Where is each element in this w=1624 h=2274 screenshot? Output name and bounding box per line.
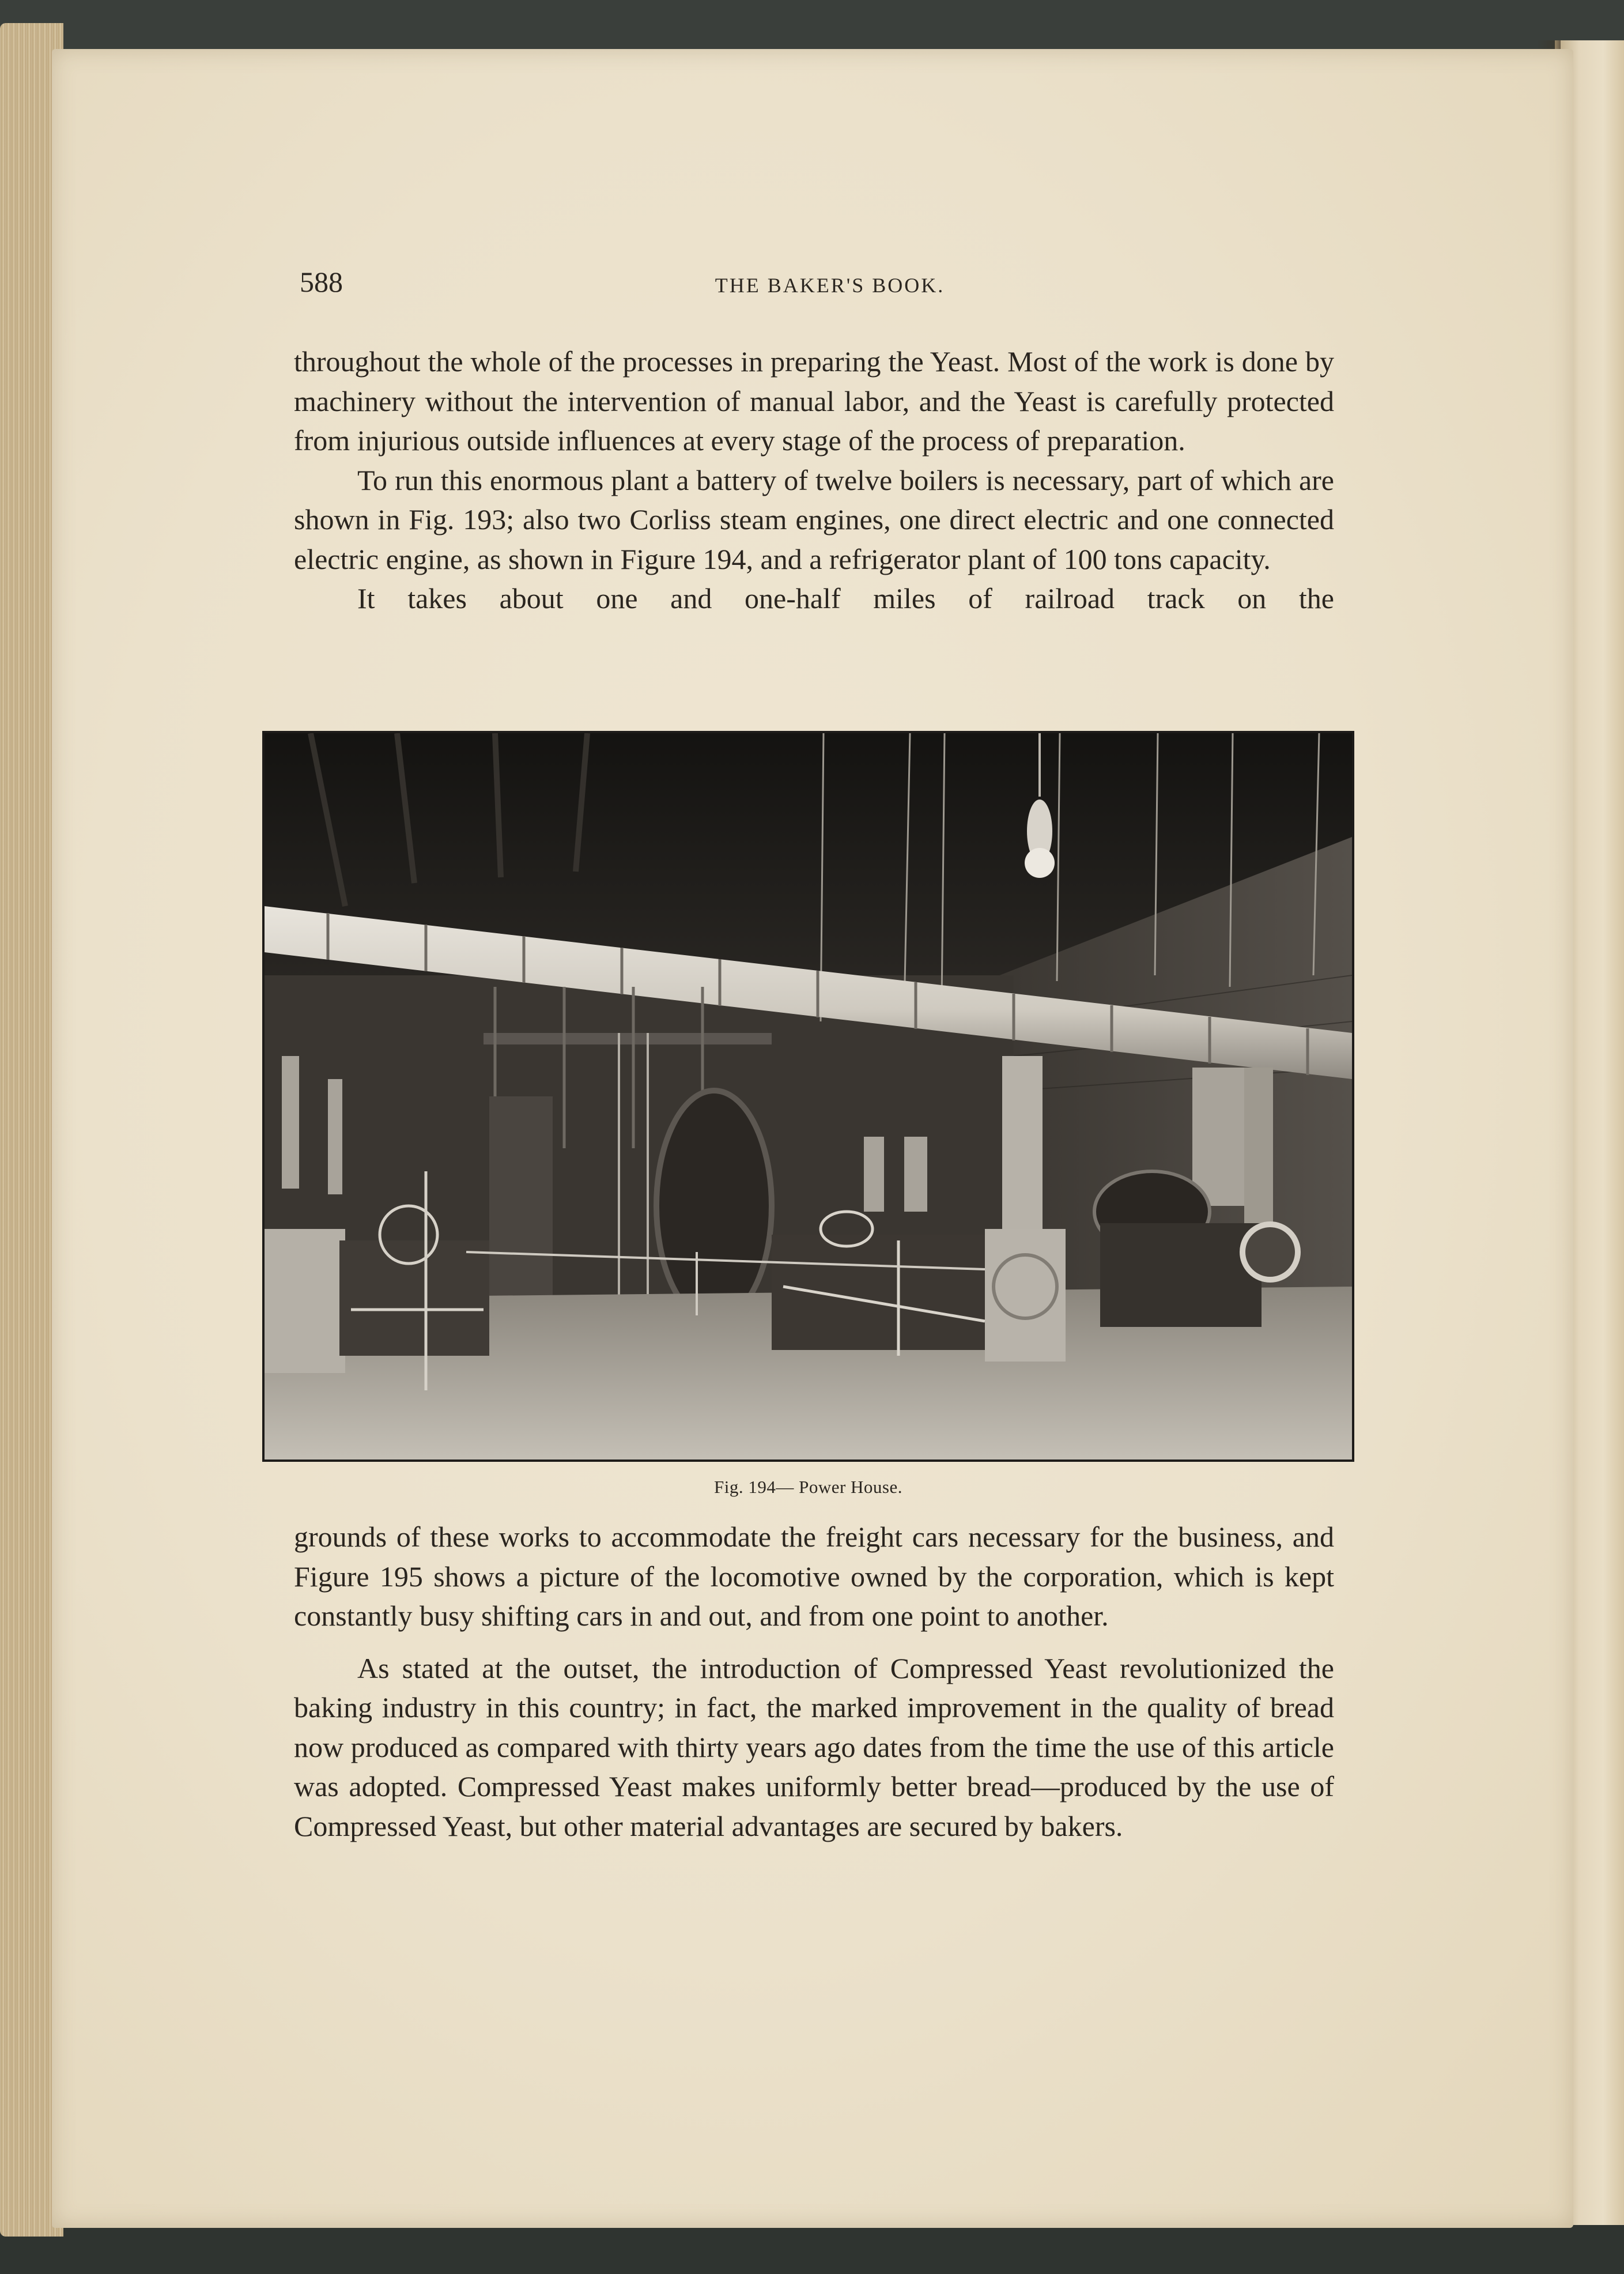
figure-power-house-photo bbox=[262, 731, 1354, 1462]
paragraph: To run this enormous plant a battery of twelve boilers is necessary, part of which are shown in Fig. 193; also two Corliss steam engines, one direct electric and one connected electric engine, as shown in Figure 194, and a refrigerator plant of 100 tons capacity. bbox=[294, 463, 1334, 575]
body-text-top bbox=[294, 342, 1334, 619]
body-text-bottom bbox=[294, 1517, 1334, 1846]
running-head: THE BAKER'S BOOK. bbox=[715, 274, 945, 297]
power-house-photo-image bbox=[265, 733, 1352, 1460]
figure-caption: Fig. 194— Power House. bbox=[713, 1477, 903, 1497]
paragraph: grounds of these works to accommodate the freight cars necessary for the business, and Figure 195 shows a picture of the locomotive owned by the corporation, which is kept constantly busy shifting cars in and out, and from one point to another. bbox=[294, 1521, 1334, 1632]
page-number: 588 bbox=[300, 266, 343, 298]
paragraph: throughout the whole of the processes in preparing the Yeast. Most of the work is done by machinery without the intervention of manual labor, and the Yeast is carefully protected from injurious outside influences at every stage of the process of preparation. bbox=[294, 345, 1334, 457]
paragraph: As stated at the outset, the introduction of Compressed Yeast revolutionized the baking industry in this country; in fact, the marked improvement in the quality of bread now produced as compared with thirty years ago dates from the time the use of this article was adopted. Compressed Yeast makes uniformly better bread—produced by the use of Compressed Yeast, but other material advantages are secured by bakers. bbox=[294, 1651, 1334, 1842]
paragraph: It takes about one and one-half miles of railroad track on the bbox=[357, 582, 1334, 614]
page-header bbox=[300, 265, 1349, 311]
